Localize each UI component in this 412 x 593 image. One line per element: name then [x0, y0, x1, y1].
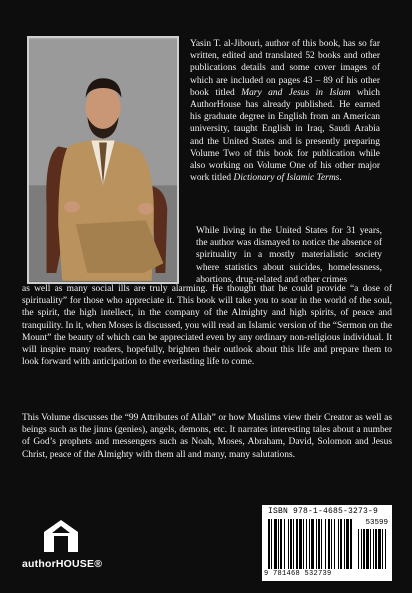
- isbn-barcode: [262, 505, 392, 581]
- barcode-bar: [325, 519, 326, 569]
- barcode-bar: [299, 519, 302, 569]
- barcode-bar: [366, 529, 369, 569]
- barcode-bar: [346, 519, 349, 569]
- barcode-bar: [361, 529, 362, 569]
- barcode-bar: [375, 529, 377, 569]
- spirituality-paragraph-start: While living in the United States for 31 years, the author was dismayed to notice the absence of spirituality in a mostly materialistic society where statistics about suicides, homelessness, abortions, drug-related and other crimes: [196, 226, 382, 285]
- barcode-bar: [274, 519, 277, 569]
- barcode-bar: [309, 519, 310, 569]
- author-portrait-icon: [29, 38, 177, 282]
- barcode-bar: [373, 529, 374, 569]
- barcode-bar: [331, 519, 332, 569]
- barcode-bar: [278, 519, 279, 569]
- bio-text-part: Yasin T. al-Jibouri, author of this book, has so far written, edited and translated 52 books and other publications details and some cover images of which are included on pages 43 – 89 of his other book titled: [190, 39, 380, 98]
- barcode-bar: [311, 519, 314, 569]
- barcode-bar: [328, 519, 330, 569]
- author-photo: [27, 36, 179, 284]
- bio-text-part: which AuthorHouse has already published. He earned his graduate degree in English from an American university, taught English in Iraq, Saudi Arabia and the United States and is presently preparing Volume Two of this book for publication while also working on Volume One of his other major work titled: [190, 87, 380, 184]
- barcode-bar: [370, 529, 371, 569]
- price-code: 53599: [365, 519, 388, 527]
- barcode-bar: [358, 529, 359, 569]
- barcode-bar: [271, 519, 272, 569]
- barcode-bar: [306, 519, 307, 569]
- ean-digits: 9 781468 532739: [264, 570, 332, 578]
- barcode-bar: [284, 519, 285, 569]
- barcode-bar: [378, 529, 381, 569]
- authorhouse-logo-icon: [42, 518, 80, 554]
- spirituality-paragraph-rest: as well as many social ills are truly alarming. He thought that he could provide “a dose of spirituality” for those who appreciate it. This book will take you to soar in the world of the soul, the spirit, the high intellect, in the company of the Almighty and high spirits, of peace and tranquility. In it, when Moses is discussed, you will read an Islamic version of the “Sermon on the Mount” the beauty of which can be appreciated even by any ordinary non-religious individual. It will inspire many readers, hopefully, brighten their outlook about this life and prepare them to look forward with anticipation to the everlasting life to come.: [22, 284, 393, 368]
- isbn-text: ISBN 978-1-4685-3273-9: [268, 507, 379, 516]
- barcode-bar: [340, 519, 342, 569]
- barcode-bar: [296, 519, 298, 569]
- barcode-bar: [290, 519, 292, 569]
- book-title-mary-and-jesus: Mary and Jesus in Islam: [241, 87, 351, 98]
- publisher-name: authorHOUSE®: [22, 558, 103, 570]
- barcode-bar: [382, 529, 383, 569]
- barcode-bar: [280, 519, 282, 569]
- bio-text-part: .: [339, 173, 342, 184]
- barcode-bar: [318, 519, 320, 569]
- author-bio-paragraph: [190, 38, 380, 184]
- barcode-bar: [303, 519, 304, 569]
- barcode-bar: [344, 519, 345, 569]
- publisher-logo: [22, 518, 112, 578]
- book-title-dictionary: Dictionary of Islamic Terms: [233, 173, 340, 184]
- barcode-bar: [288, 519, 289, 569]
- barcode-bar: [321, 519, 322, 569]
- barcode-bar: [268, 519, 270, 569]
- volume-summary-paragraph: This Volume discusses the “99 Attributes of Allah” or how Muslims view their Creator as well as beings such as the jinns (genies), angels, demons, etc. It narrates interesting tales about a number of God’s prophets and messengers such as Noah, Moses, Abraham, David, Solomon and Jesus Christ, peace of the Almighty with them all and many, many salutations.: [22, 413, 392, 460]
- barcode-bar: [385, 529, 386, 569]
- barcode-bar: [293, 519, 294, 569]
- barcode-bar: [316, 519, 317, 569]
- barcode-bar: [350, 519, 352, 569]
- barcode-bar: [334, 519, 335, 569]
- barcode-bar: [363, 529, 365, 569]
- barcode-bar: [338, 519, 339, 569]
